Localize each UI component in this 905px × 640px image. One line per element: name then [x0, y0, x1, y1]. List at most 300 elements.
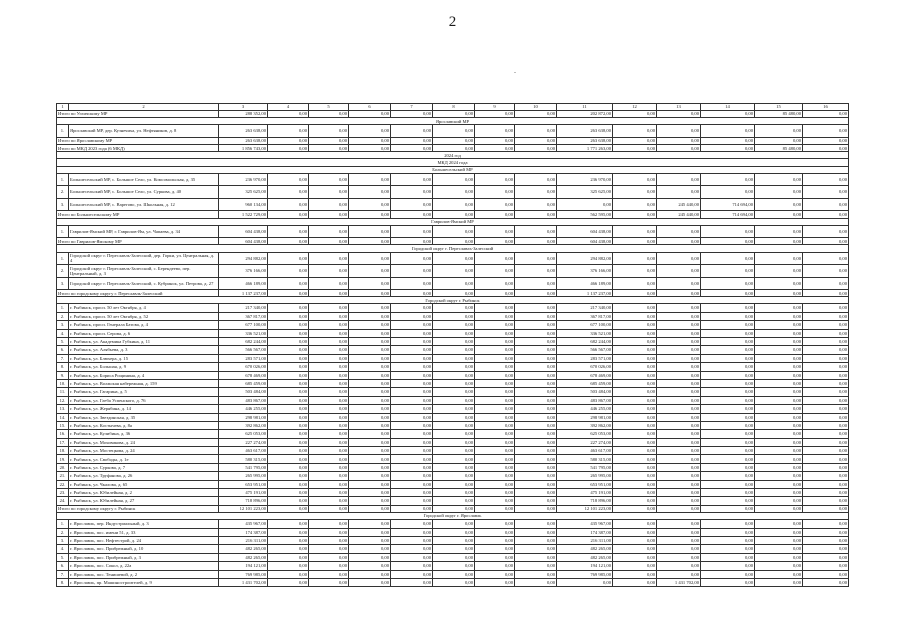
amount-cell: 0,00: [268, 379, 309, 387]
amount-cell: 0,00: [309, 505, 349, 512]
amount-cell: 0,00: [755, 388, 803, 396]
amount-cell: 0,00: [613, 438, 657, 446]
amount-cell: 325 625,00: [219, 186, 268, 199]
amount-cell: 0,00: [755, 472, 803, 480]
row-number: 17.: [57, 438, 69, 446]
total-row: [57, 137, 849, 144]
amount-cell: 0,00: [557, 198, 613, 211]
amount-cell: 718 896,00: [219, 497, 268, 505]
amount-cell: 336 521,00: [219, 329, 268, 337]
amount-cell: 0,00: [268, 405, 309, 413]
amount-cell: 0,00: [391, 536, 433, 544]
table-row: [57, 421, 849, 429]
page-number: 2: [448, 14, 457, 30]
amount-cell: 0,00: [613, 304, 657, 312]
column-number: 15: [755, 104, 803, 111]
amount-cell: 483 867,00: [219, 396, 268, 404]
address-cell: г. Рыбинск, ул. Труфанова, д. 26: [69, 472, 219, 480]
amount-cell: 0,00: [349, 388, 391, 396]
amount-cell: 0,00: [349, 137, 391, 144]
section-header-row: [57, 166, 849, 173]
amount-cell: 0,00: [268, 497, 309, 505]
amount-cell: 0,00: [475, 536, 515, 544]
amount-cell: 0,00: [349, 447, 391, 455]
amount-cell: 0,00: [613, 421, 657, 429]
amount-cell: 0,00: [433, 145, 475, 152]
amount-cell: 463 617,00: [557, 447, 613, 455]
address-cell: г. Рыбинск, ул. Волжская набережная, д. 159: [69, 379, 219, 387]
amount-cell: 0,00: [803, 363, 849, 371]
amount-cell: 0,00: [268, 489, 309, 497]
amount-cell: 0,00: [755, 489, 803, 497]
amount-cell: 670 026,00: [219, 363, 268, 371]
amount-cell: 0,00: [755, 290, 803, 297]
amount-cell: 0,00: [755, 497, 803, 505]
amount-cell: 0,00: [268, 265, 309, 278]
amount-cell: 0,00: [349, 329, 391, 337]
amount-cell: 0,00: [657, 536, 701, 544]
amount-cell: 0,00: [268, 137, 309, 144]
amount-cell: 562 595,00: [557, 211, 613, 218]
amount-cell: 0,00: [309, 536, 349, 544]
amount-cell: 0,00: [391, 545, 433, 553]
amount-cell: 0,00: [613, 338, 657, 346]
amount-cell: 0,00: [803, 225, 849, 238]
row-number: 11.: [57, 388, 69, 396]
amount-cell: 0,00: [475, 137, 515, 144]
row-number: 6.: [57, 562, 69, 570]
amount-cell: 0,00: [701, 137, 755, 144]
amount-cell: 0,00: [755, 430, 803, 438]
table-row: [57, 430, 849, 438]
amount-cell: 0,00: [268, 290, 309, 297]
amount-cell: 0,00: [613, 396, 657, 404]
table-row: [57, 252, 849, 265]
amount-cell: 0,00: [349, 265, 391, 278]
amount-cell: 0,00: [268, 480, 309, 488]
amount-cell: 0,00: [515, 145, 557, 152]
amount-cell: 0,00: [268, 211, 309, 218]
table-row: [57, 405, 849, 413]
amount-cell: 0,00: [803, 111, 849, 118]
amount-cell: 0,00: [515, 225, 557, 238]
row-number: 3.: [57, 536, 69, 544]
amount-cell: 0,00: [701, 145, 755, 152]
amount-cell: 566 567,00: [219, 346, 268, 354]
column-number: 11: [557, 104, 613, 111]
column-number: 2: [69, 104, 219, 111]
amount-cell: 0,00: [515, 211, 557, 218]
address-cell: г. Рыбинск, ул. Кулибина, д. 36: [69, 430, 219, 438]
amount-cell: 0,00: [515, 536, 557, 544]
amount-cell: 0,00: [657, 312, 701, 320]
amount-cell: 0,00: [613, 312, 657, 320]
amount-cell: 0,00: [701, 290, 755, 297]
amount-cell: 0,00: [391, 312, 433, 320]
amount-cell: 0,00: [309, 421, 349, 429]
amount-cell: 0,00: [349, 371, 391, 379]
amount-cell: 0,00: [701, 562, 755, 570]
amount-cell: 0,00: [391, 125, 433, 138]
amount-cell: 0,00: [515, 505, 557, 512]
amount-cell: 0,00: [433, 536, 475, 544]
amount-cell: 0,00: [475, 186, 515, 199]
amount-cell: 0,00: [657, 186, 701, 199]
amount-cell: 0,00: [391, 186, 433, 199]
amount-cell: 0,00: [349, 225, 391, 238]
amount-cell: 0,00: [349, 505, 391, 512]
amount-cell: 0,00: [268, 371, 309, 379]
amount-cell: 216 311,00: [219, 536, 268, 544]
amount-cell: 0,00: [268, 338, 309, 346]
table-row: [57, 277, 849, 290]
amount-cell: 0,00: [433, 545, 475, 553]
amount-cell: 678 469,00: [219, 371, 268, 379]
amount-cell: 0,00: [433, 388, 475, 396]
amount-cell: 0,00: [475, 421, 515, 429]
address-cell: Большесельский МР, с. Варегово, ул. Школьная, д. 12: [69, 198, 219, 211]
amount-cell: 0,00: [755, 238, 803, 245]
amount-cell: 0,00: [701, 489, 755, 497]
amount-cell: 12 101 223,00: [219, 505, 268, 512]
amount-cell: 769 985,00: [557, 570, 613, 578]
row-number: 12.: [57, 396, 69, 404]
amount-cell: 0,00: [803, 238, 849, 245]
amount-cell: 0,00: [613, 536, 657, 544]
table-row: [57, 553, 849, 561]
amount-cell: 482 265,00: [557, 553, 613, 561]
amount-cell: 85 480,00: [755, 111, 803, 118]
amount-cell: 0,00: [515, 265, 557, 278]
amount-cell: 0,00: [755, 363, 803, 371]
amount-cell: 0,00: [613, 413, 657, 421]
amount-cell: 0,00: [309, 520, 349, 528]
amount-cell: 0,00: [309, 455, 349, 463]
amount-cell: 0,00: [701, 125, 755, 138]
amount-cell: 0,00: [391, 265, 433, 278]
table-row: [57, 455, 849, 463]
amount-cell: 0,00: [309, 277, 349, 290]
amount-cell: 0,00: [268, 225, 309, 238]
amount-cell: 0,00: [803, 528, 849, 536]
row-number: 1.: [57, 304, 69, 312]
amount-cell: 0,00: [613, 252, 657, 265]
amount-cell: 0,00: [268, 578, 309, 586]
amount-cell: 0,00: [433, 562, 475, 570]
amount-cell: 0,00: [803, 447, 849, 455]
amount-cell: 0,00: [433, 252, 475, 265]
amount-cell: 0,00: [657, 489, 701, 497]
amount-cell: 0,00: [268, 173, 309, 186]
amount-cell: 0,00: [803, 145, 849, 152]
amount-cell: 0,00: [803, 421, 849, 429]
amount-cell: 0,00: [515, 125, 557, 138]
amount-cell: 0,00: [515, 379, 557, 387]
amount-cell: 0,00: [268, 198, 309, 211]
address-cell: г. Ярославль, пос. имени 51, д. 33: [69, 528, 219, 536]
amount-cell: 0,00: [701, 578, 755, 586]
row-number: 4.: [57, 329, 69, 337]
amount-cell: 0,00: [268, 520, 309, 528]
amount-cell: 0,00: [515, 578, 557, 586]
amount-cell: 294 882,00: [557, 252, 613, 265]
amount-cell: 0,00: [803, 413, 849, 421]
amount-cell: 0,00: [268, 562, 309, 570]
amount-cell: 0,00: [433, 463, 475, 471]
amount-cell: 503 484,00: [557, 388, 613, 396]
amount-cell: 0,00: [268, 321, 309, 329]
amount-cell: 0,00: [701, 472, 755, 480]
amount-cell: 0,00: [309, 396, 349, 404]
amount-cell: 0,00: [657, 252, 701, 265]
amount-cell: 0,00: [475, 528, 515, 536]
amount-cell: 0,00: [309, 125, 349, 138]
amount-cell: 0,00: [475, 578, 515, 586]
amount-cell: 0,00: [803, 137, 849, 144]
amount-cell: 0,00: [475, 570, 515, 578]
amount-cell: 0,00: [309, 379, 349, 387]
amount-cell: 0,00: [613, 447, 657, 455]
amount-cell: 0,00: [309, 198, 349, 211]
amount-cell: 0,00: [515, 396, 557, 404]
amount-cell: 0,00: [475, 405, 515, 413]
amount-cell: 960 134,00: [219, 198, 268, 211]
amount-cell: 265 995,00: [557, 472, 613, 480]
amount-cell: 0,00: [613, 111, 657, 118]
row-number: 1.: [57, 520, 69, 528]
amount-cell: 0,00: [657, 421, 701, 429]
amount-cell: 0,00: [613, 137, 657, 144]
table-row: [57, 447, 849, 455]
scan-dot: .: [514, 66, 516, 75]
amount-cell: 0,00: [657, 321, 701, 329]
amount-cell: 0,00: [755, 186, 803, 199]
amount-cell: 0,00: [433, 553, 475, 561]
amount-cell: 0,00: [557, 578, 613, 586]
amount-cell: 0,00: [701, 388, 755, 396]
amount-cell: 0,00: [433, 570, 475, 578]
amount-cell: 0,00: [309, 463, 349, 471]
amount-cell: 0,00: [349, 430, 391, 438]
amount-cell: 0,00: [391, 238, 433, 245]
amount-cell: 0,00: [433, 505, 475, 512]
amount-cell: 216 311,00: [557, 536, 613, 544]
amount-cell: 0,00: [309, 371, 349, 379]
amount-cell: 482 265,00: [219, 545, 268, 553]
amount-cell: 466 189,00: [219, 277, 268, 290]
amount-cell: 0,00: [475, 265, 515, 278]
amount-cell: 677 100,00: [557, 321, 613, 329]
amount-cell: 0,00: [391, 430, 433, 438]
amount-cell: 0,00: [268, 421, 309, 429]
amount-cell: 0,00: [433, 198, 475, 211]
section-title: Большесельский МР: [57, 166, 849, 173]
amount-cell: 0,00: [268, 111, 309, 118]
address-cell: г. Ярославль, пер. Индустриальный, д. 3: [69, 520, 219, 528]
amount-cell: 0,00: [391, 388, 433, 396]
amount-cell: 0,00: [349, 562, 391, 570]
amount-cell: 0,00: [475, 304, 515, 312]
row-number: 3.: [57, 198, 69, 211]
amount-cell: 0,00: [391, 562, 433, 570]
address-cell: г. Ярославль, пос. Нефтестрой, д. 24: [69, 536, 219, 544]
amount-cell: 0,00: [268, 463, 309, 471]
amount-cell: 0,00: [755, 463, 803, 471]
amount-cell: 0,00: [433, 430, 475, 438]
amount-cell: 298 981,00: [557, 413, 613, 421]
amount-cell: 0,00: [803, 430, 849, 438]
amount-cell: 0,00: [349, 321, 391, 329]
amount-cell: 0,00: [433, 329, 475, 337]
table-row: [57, 321, 849, 329]
amount-cell: 0,00: [309, 312, 349, 320]
amount-cell: 0,00: [657, 111, 701, 118]
row-number: 7.: [57, 354, 69, 362]
amount-cell: 604 438,00: [219, 238, 268, 245]
amount-cell: 0,00: [433, 238, 475, 245]
address-cell: Большесельский МР, с. Большое Село, ул. Суркова, д. 40: [69, 186, 219, 199]
row-number: 3.: [57, 277, 69, 290]
total-label: Итого по МКД 2023 года (6 МКД): [57, 145, 219, 152]
row-number: 9.: [57, 371, 69, 379]
column-number: 14: [701, 104, 755, 111]
amount-cell: 0,00: [433, 265, 475, 278]
table-row: [57, 346, 849, 354]
column-number: 9: [475, 104, 515, 111]
amount-cell: 0,00: [613, 211, 657, 218]
amount-cell: 0,00: [349, 238, 391, 245]
amount-cell: 0,00: [475, 388, 515, 396]
amount-cell: 0,00: [515, 472, 557, 480]
address-cell: г. Ярославль, пос. Тенишевой, д. 2: [69, 570, 219, 578]
amount-cell: 682 244,00: [219, 338, 268, 346]
amount-cell: 0,00: [268, 553, 309, 561]
amount-cell: 0,00: [309, 405, 349, 413]
section-title: Городской округ г. Рыбинск: [57, 297, 849, 304]
amount-cell: 0,00: [433, 480, 475, 488]
amount-cell: 194 121,00: [557, 562, 613, 570]
amount-cell: 0,00: [309, 211, 349, 218]
section-title: Городской округ г. Ярославль: [57, 513, 849, 520]
amount-cell: 0,00: [349, 211, 391, 218]
amount-cell: 0,00: [657, 413, 701, 421]
amount-cell: 0,00: [803, 125, 849, 138]
amount-cell: 0,00: [755, 421, 803, 429]
amount-cell: 0,00: [515, 346, 557, 354]
amount-cell: 0,00: [613, 198, 657, 211]
amount-cell: 0,00: [701, 520, 755, 528]
amount-cell: 0,00: [475, 173, 515, 186]
amount-cell: 0,00: [349, 304, 391, 312]
amount-cell: 463 617,00: [219, 447, 268, 455]
amount-cell: 682 244,00: [557, 338, 613, 346]
section-header-row: [57, 297, 849, 304]
amount-cell: 0,00: [433, 520, 475, 528]
amount-cell: 0,00: [515, 438, 557, 446]
amount-cell: 0,00: [309, 137, 349, 144]
amount-cell: 0,00: [657, 346, 701, 354]
row-number: 1.: [57, 252, 69, 265]
amount-cell: 0,00: [349, 111, 391, 118]
amount-cell: 0,00: [309, 480, 349, 488]
amount-cell: 0,00: [433, 186, 475, 199]
amount-cell: 0,00: [515, 173, 557, 186]
amount-cell: 0,00: [613, 553, 657, 561]
table-row: [57, 312, 849, 320]
amount-cell: 0,00: [755, 371, 803, 379]
amount-cell: 0,00: [309, 346, 349, 354]
amount-cell: 0,00: [657, 570, 701, 578]
total-label: Итого по Большесельскому МР: [57, 211, 219, 218]
amount-cell: 0,00: [515, 137, 557, 144]
amount-cell: 0,00: [803, 545, 849, 553]
amount-cell: 0,00: [515, 430, 557, 438]
amount-cell: 0,00: [391, 447, 433, 455]
amount-cell: 0,00: [701, 312, 755, 320]
amount-cell: 0,00: [268, 396, 309, 404]
amount-cell: 217 340,00: [219, 304, 268, 312]
amount-cell: 0,00: [268, 413, 309, 421]
amount-cell: 0,00: [657, 562, 701, 570]
amount-cell: 0,00: [803, 472, 849, 480]
amount-cell: 0,00: [391, 145, 433, 152]
amount-cell: 263 638,00: [557, 137, 613, 144]
amount-cell: 0,00: [803, 455, 849, 463]
amount-cell: 85 480,00: [755, 145, 803, 152]
section-title: 2024 год: [57, 152, 849, 159]
table-row: [57, 528, 849, 536]
amount-cell: 0,00: [613, 388, 657, 396]
section-header-row: [57, 245, 849, 252]
amount-cell: 0,00: [803, 173, 849, 186]
address-cell: г. Ярославль, пр. Машиностроителей, д. 9: [69, 578, 219, 586]
amount-cell: 0,00: [268, 145, 309, 152]
table-row: [57, 329, 849, 337]
address-cell: г. Рыбинск, ул. Гагарина, д. 5: [69, 388, 219, 396]
amount-cell: 0,00: [803, 304, 849, 312]
table-row: [57, 396, 849, 404]
amount-cell: 0,00: [613, 321, 657, 329]
amount-cell: 0,00: [755, 405, 803, 413]
amount-cell: 0,00: [701, 505, 755, 512]
amount-cell: 0,00: [515, 111, 557, 118]
amount-cell: 0,00: [515, 489, 557, 497]
amount-cell: 0,00: [433, 379, 475, 387]
row-number: 2.: [57, 528, 69, 536]
amount-cell: 0,00: [755, 354, 803, 362]
amount-cell: 0,00: [755, 396, 803, 404]
amount-cell: 0,00: [701, 463, 755, 471]
amount-cell: 0,00: [475, 545, 515, 553]
amount-cell: 0,00: [755, 321, 803, 329]
amount-cell: 0,00: [701, 438, 755, 446]
row-number: 13.: [57, 405, 69, 413]
amount-cell: 376 166,00: [557, 265, 613, 278]
amount-cell: 0,00: [475, 312, 515, 320]
amount-cell: 0,00: [613, 480, 657, 488]
amount-cell: 0,00: [613, 472, 657, 480]
amount-cell: 0,00: [701, 329, 755, 337]
amount-cell: 0,00: [701, 545, 755, 553]
table-row: [57, 363, 849, 371]
amount-cell: 475 191,00: [219, 489, 268, 497]
amount-cell: 446 255,00: [557, 405, 613, 413]
amount-cell: 0,00: [803, 396, 849, 404]
total-label: Итого по Угличскому МР: [57, 111, 219, 118]
amount-cell: 0,00: [803, 379, 849, 387]
amount-cell: 0,00: [755, 277, 803, 290]
amount-cell: 0,00: [657, 472, 701, 480]
